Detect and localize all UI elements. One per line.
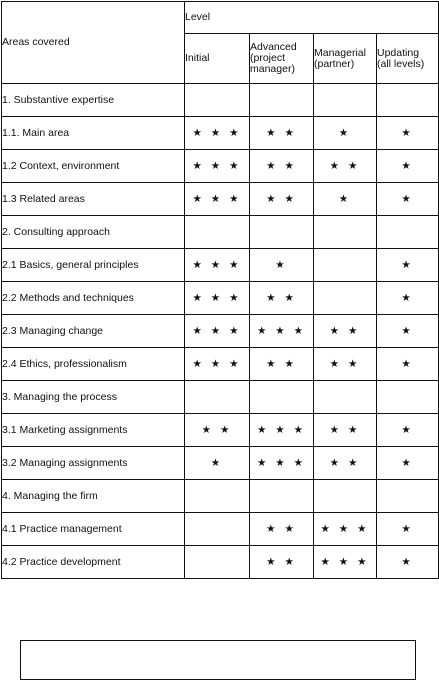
star-rating-initial [185, 381, 250, 414]
star-rating-advanced: ★ ★ ★ [250, 447, 314, 480]
competency-table [1, 1, 439, 579]
star-rating-initial [185, 513, 250, 546]
star-rating-initial: ★ ★ ★ [185, 117, 250, 150]
star-rating-advanced [250, 84, 314, 117]
star-rating-initial: ★ ★ ★ [185, 183, 250, 216]
table-row [2, 546, 439, 579]
star-rating-initial: ★ ★ ★ [185, 282, 250, 315]
area-label: 2.2 Methods and techniques [2, 282, 185, 315]
star-rating-advanced: ★ [250, 249, 314, 282]
area-label: 3.1 Marketing assignments [2, 414, 185, 447]
star-rating-initial: ★ ★ ★ [185, 150, 250, 183]
level-header: Level [185, 2, 439, 34]
star-rating-updating: ★ [377, 315, 439, 348]
column-header-advanced: Advanced (project manager) [250, 34, 314, 84]
areas-covered-header: Areas covered [2, 2, 185, 84]
star-rating-managerial: ★ ★ [314, 348, 377, 381]
table-row [2, 348, 439, 381]
section-row [2, 84, 439, 117]
section-row [2, 216, 439, 249]
star-rating-initial [185, 216, 250, 249]
star-rating-updating: ★ [377, 282, 439, 315]
area-label: 3.2 Managing assignments [2, 447, 185, 480]
star-rating-advanced: ★ ★ [250, 282, 314, 315]
table-row [2, 513, 439, 546]
table-row [2, 282, 439, 315]
star-rating-updating: ★ [377, 150, 439, 183]
table-row [2, 315, 439, 348]
star-rating-updating: ★ [377, 117, 439, 150]
star-rating-managerial: ★ ★ [314, 447, 377, 480]
star-rating-advanced: ★ ★ ★ [250, 414, 314, 447]
column-header-managerial: Managerial (partner) [314, 34, 377, 84]
table-row [2, 447, 439, 480]
star-rating-advanced [250, 381, 314, 414]
star-rating-managerial [314, 381, 377, 414]
star-rating-managerial [314, 282, 377, 315]
star-rating-advanced: ★ ★ [250, 117, 314, 150]
area-label: 2.1 Basics, general principles [2, 249, 185, 282]
star-rating-initial: ★ ★ [185, 414, 250, 447]
empty-caption-box [20, 640, 416, 680]
area-label: 4.1 Practice management [2, 513, 185, 546]
section-label: 1. Substantive expertise [2, 84, 185, 117]
star-rating-updating: ★ [377, 249, 439, 282]
column-header-initial: Initial [185, 34, 250, 84]
star-rating-advanced [250, 480, 314, 513]
star-rating-updating: ★ [377, 183, 439, 216]
table-row [2, 117, 439, 150]
star-rating-managerial: ★ ★ [314, 315, 377, 348]
star-rating-updating: ★ [377, 414, 439, 447]
star-rating-updating: ★ [377, 447, 439, 480]
star-rating-advanced: ★ ★ ★ [250, 315, 314, 348]
star-rating-managerial: ★ [314, 117, 377, 150]
section-label: 3. Managing the process [2, 381, 185, 414]
star-rating-updating [377, 84, 439, 117]
star-rating-updating [377, 216, 439, 249]
star-rating-initial: ★ ★ ★ [185, 348, 250, 381]
star-rating-updating: ★ [377, 348, 439, 381]
star-rating-advanced: ★ ★ [250, 150, 314, 183]
star-rating-initial: ★ ★ ★ [185, 249, 250, 282]
area-label: 1.2 Context, environment [2, 150, 185, 183]
section-row [2, 381, 439, 414]
star-rating-managerial: ★ ★ [314, 414, 377, 447]
star-rating-updating [377, 381, 439, 414]
star-rating-managerial: ★ ★ [314, 150, 377, 183]
star-rating-initial [185, 480, 250, 513]
star-rating-advanced: ★ ★ [250, 546, 314, 579]
section-label: 4. Managing the firm [2, 480, 185, 513]
star-rating-initial [185, 84, 250, 117]
area-label: 1.3 Related areas [2, 183, 185, 216]
star-rating-updating: ★ [377, 546, 439, 579]
section-label: 2. Consulting approach [2, 216, 185, 249]
area-label: 1.1. Main area [2, 117, 185, 150]
area-label: 2.4 Ethics, professionalism [2, 348, 185, 381]
star-rating-managerial [314, 216, 377, 249]
star-rating-initial: ★ ★ ★ [185, 315, 250, 348]
star-rating-managerial [314, 480, 377, 513]
section-row [2, 480, 439, 513]
star-rating-advanced: ★ ★ [250, 348, 314, 381]
star-rating-managerial: ★ ★ ★ [314, 513, 377, 546]
star-rating-initial [185, 546, 250, 579]
table-row [2, 183, 439, 216]
area-label: 4.2 Practice development [2, 546, 185, 579]
star-rating-advanced [250, 216, 314, 249]
star-rating-updating [377, 480, 439, 513]
star-rating-advanced: ★ ★ [250, 513, 314, 546]
table-row [2, 414, 439, 447]
star-rating-managerial: ★ ★ ★ [314, 546, 377, 579]
table-row [2, 249, 439, 282]
column-header-updating: Updating (all levels) [377, 34, 439, 84]
area-label: 2.3 Managing change [2, 315, 185, 348]
star-rating-advanced: ★ ★ [250, 183, 314, 216]
star-rating-initial: ★ [185, 447, 250, 480]
star-rating-updating: ★ [377, 513, 439, 546]
star-rating-managerial [314, 249, 377, 282]
star-rating-managerial: ★ [314, 183, 377, 216]
table-row [2, 150, 439, 183]
star-rating-managerial [314, 84, 377, 117]
